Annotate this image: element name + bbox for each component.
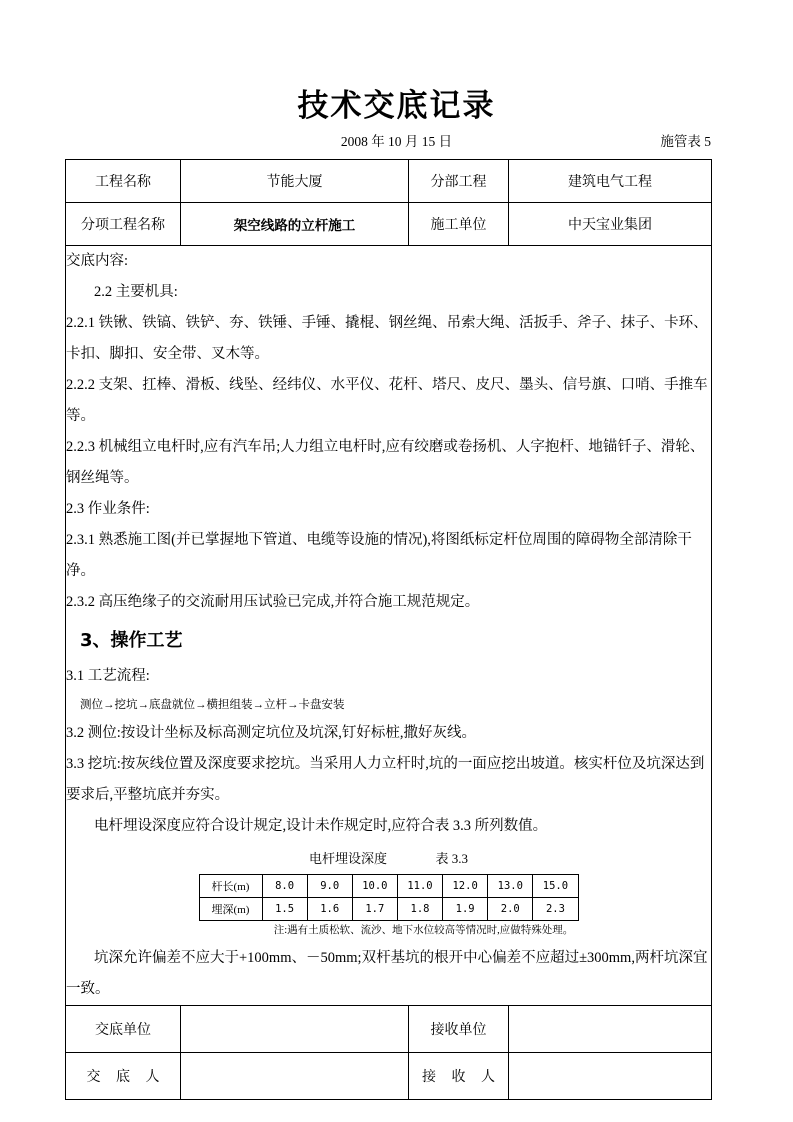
technical-disclosure-table bbox=[65, 159, 712, 1100]
value-receiving-unit[interactable] bbox=[509, 1006, 712, 1053]
row-label-burial-depth: 埋深(m) bbox=[199, 898, 262, 921]
cell-burial-depth: 1.8 bbox=[397, 898, 442, 921]
label-receiving-unit: 接收单位 bbox=[409, 1006, 509, 1053]
value-discloser-person[interactable] bbox=[181, 1053, 409, 1100]
process-flow-line: 测位→挖坑→底盘就位→横担组装→立杆→卡盘安装 bbox=[80, 699, 345, 711]
document-date: 2008 年 10 月 15 日 bbox=[340, 134, 453, 149]
cell-burial-depth: 1.9 bbox=[443, 898, 488, 921]
table-row bbox=[199, 898, 578, 921]
para-after-table: 坑深允许偏差不应大于+100mm、－50mm;双杆基坑的根开中心偏差不应超过±300mm,两杆坑深宜一致。 bbox=[66, 950, 708, 997]
cell-pole-length: 15.0 bbox=[533, 875, 578, 898]
cell-pole-length: 11.0 bbox=[397, 875, 442, 898]
para-3-1: 3.1 工艺流程: bbox=[66, 668, 150, 684]
table-row bbox=[66, 1053, 712, 1100]
para-2-2-2: 2.2.2 支架、扛棒、滑板、线坠、经纬仪、水平仪、花杆、塔尺、皮尺、墨头、信号旗、口哨、手推车等。 bbox=[66, 377, 708, 424]
para-2-3-1: 2.3.1 熟悉施工图(并已掌握地下管道、电缆等设施的情况),将图纸标定杆位周围的障碍物全部清除干净。 bbox=[66, 532, 692, 579]
label-division-work: 分部工程 bbox=[409, 160, 509, 203]
para-depth-intro: 电杆埋设深度应符合设计规定,设计未作规定时,应符合表 3.3 所列数值。 bbox=[94, 818, 548, 834]
cell-burial-depth: 1.6 bbox=[307, 898, 352, 921]
label-construction-unit: 施工单位 bbox=[409, 203, 509, 246]
row-label-pole-length: 杆长(m) bbox=[199, 875, 262, 898]
body-text-after-table bbox=[66, 943, 711, 1005]
cell-burial-depth: 2.3 bbox=[533, 898, 578, 921]
cell-pole-length: 8.0 bbox=[262, 875, 307, 898]
value-construction-unit: 中天宝业集团 bbox=[509, 203, 712, 246]
value-subitem-name: 架空线路的立杆施工 bbox=[181, 203, 409, 246]
para-2-2-3: 2.2.3 机械组立电杆时,应有汽车吊;人力组立电杆时,应有绞磨或卷扬机、人字抱杆、地锚钎子、滑轮、钢丝绳等。 bbox=[66, 439, 705, 486]
pole-burial-depth-table bbox=[199, 874, 579, 921]
para-3-3: 3.3 挖坑:按灰线位置及深度要求挖坑。当采用人力立杆时,坑的一面应挖出坡道。核实杆位及坑深达到要求后,平整坑底并夯实。 bbox=[66, 756, 705, 803]
page-title: 技术交底记录 bbox=[297, 88, 496, 124]
label-receiver-person: 接 收 人 bbox=[409, 1053, 509, 1100]
cell-burial-depth: 1.5 bbox=[262, 898, 307, 921]
cell-pole-length: 10.0 bbox=[352, 875, 397, 898]
depth-table-note: 注:遇有土质松软、流沙、地下水位较高等情况时,应做特殊处理。 bbox=[273, 925, 574, 936]
para-2-3: 2.3 作业条件: bbox=[66, 501, 150, 517]
content-lead: 交底内容: bbox=[66, 253, 129, 269]
value-disclosing-unit[interactable] bbox=[181, 1006, 409, 1053]
para-2-3-2: 2.3.2 高压绝缘子的交流耐用压试验已完成,并符合施工规范规定。 bbox=[66, 594, 480, 610]
depth-table-caption-number: 表 3.3 bbox=[435, 851, 469, 866]
para-2-2: 2.2 主要机具: bbox=[94, 284, 178, 300]
label-discloser-person: 交 底 人 bbox=[66, 1053, 181, 1100]
label-subitem-name: 分项工程名称 bbox=[66, 203, 181, 246]
para-3-2: 3.2 测位:按设计坐标及标高测定坑位及坑深,钉好标桩,撒好灰线。 bbox=[66, 725, 477, 741]
para-2-2-1: 2.2.1 铁锹、铁镐、铁铲、夯、铁锤、手锤、撬棍、钢丝绳、吊索大绳、活扳手、斧子、抹子、卡环、卡扣、脚扣、安全带、叉木等。 bbox=[66, 315, 708, 362]
disclosure-content-cell bbox=[66, 246, 712, 1006]
label-project-name: 工程名称 bbox=[66, 160, 181, 203]
cell-burial-depth: 1.7 bbox=[352, 898, 397, 921]
value-division-work: 建筑电气工程 bbox=[509, 160, 712, 203]
label-disclosing-unit: 交底单位 bbox=[66, 1006, 181, 1053]
body-text bbox=[66, 246, 711, 842]
table-row bbox=[199, 875, 578, 898]
depth-table-caption-title: 电杆埋设深度 bbox=[308, 851, 387, 866]
value-project-name: 节能大厦 bbox=[181, 160, 409, 203]
cell-burial-depth: 2.0 bbox=[488, 898, 533, 921]
depth-table-caption bbox=[66, 846, 711, 872]
cell-pole-length: 9.0 bbox=[307, 875, 352, 898]
form-number: 施管表 5 bbox=[660, 134, 711, 149]
value-receiver-person[interactable] bbox=[509, 1053, 712, 1100]
cell-pole-length: 12.0 bbox=[443, 875, 488, 898]
table-row bbox=[66, 160, 712, 203]
table-row bbox=[66, 203, 712, 246]
table-row bbox=[66, 1006, 712, 1053]
section-3-heading: 3、操作工艺 bbox=[80, 630, 183, 651]
cell-pole-length: 13.0 bbox=[488, 875, 533, 898]
content-row bbox=[66, 246, 712, 1006]
